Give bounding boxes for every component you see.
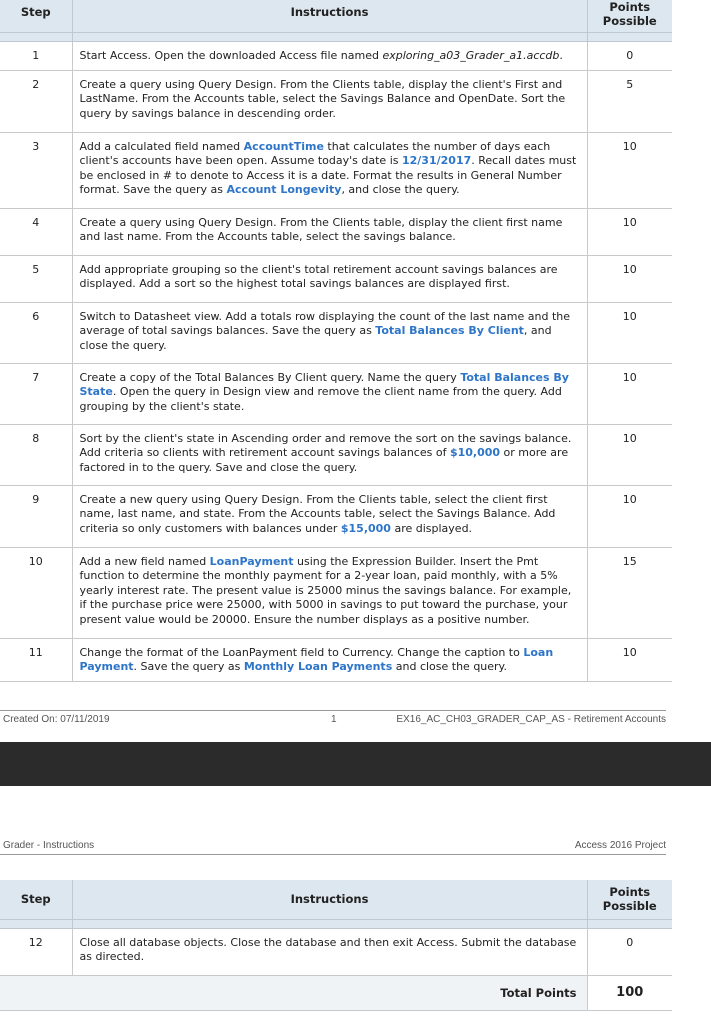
page-break: [0, 742, 711, 786]
table-row: 11 Change the format of the LoanPayment field to Currency. Change the caption to Loan Payment. Save the query as Monthly Loan Payments and close the query. 10: [0, 638, 672, 681]
table-row: 8 Sort by the client's state in Ascending order and remove the sort on the savings balance. Add criteria so clients with retirement account savings balances of $10,000 or more are factored in to the query. Save and close the query. 10: [0, 424, 672, 485]
instructions-header: Instructions: [72, 0, 587, 32]
footer-page-number: 1: [331, 714, 337, 725]
points-header: Points Possible: [587, 880, 672, 919]
header-left: Grader - Instructions: [3, 840, 95, 851]
table-row: 7 Create a copy of the Total Balances By Client query. Name the query Total Balances By State. Open the query in Design view and remove the client name from the query. Add grouping by the client's state. 10: [0, 363, 672, 424]
table-row: 1 Start Access. Open the downloaded Access file named exploring_a03_Grader_a1.accdb. 0: [0, 41, 672, 70]
points-header: Points Possible: [587, 0, 672, 32]
total-value: 100: [587, 975, 672, 1010]
header-spacer: [0, 32, 672, 41]
instructions-header: Instructions: [72, 880, 587, 919]
table-row: 4 Create a query using Query Design. From the Clients table, display the client first name and last name. From the Accounts table, select the savings balance. 10: [0, 208, 672, 255]
page-footer: [0, 710, 666, 728]
table-row: 12 Close all database objects. Close the database and then exit Access. Submit the database as directed. 0: [0, 928, 672, 975]
table-row: 3 Add a calculated field named AccountTime that calculates the number of days each client's accounts have been open. Assume today's date is 12/31/2017. Recall dates must be enclosed in # to denote to Access it is a date. Format the results in General Number format. Save the query as Account Longevity, and close the query. 10: [0, 132, 672, 208]
footer-created: Created On: 07/11/2019: [3, 714, 110, 725]
total-row: [0, 975, 672, 1010]
header-spacer: [0, 919, 672, 928]
step-header: Step: [0, 0, 72, 32]
table-header-row: [0, 880, 672, 919]
table-row: 6 Switch to Datasheet view. Add a totals row displaying the count of the last name and the average of total savings balances. Save the query as Total Balances By Client, and close the query. 10: [0, 302, 672, 363]
step-header: Step: [0, 880, 72, 919]
table-header-row: [0, 0, 672, 32]
instructions-table-2: [0, 880, 672, 1011]
table-row: 10 Add a new field named LoanPayment using the Expression Builder. Insert the Pmt function to determine the monthly payment for a 2-year loan, paid monthly, with a 5% yearly interest rate. The present value is 25000 minus the savings balance. For example, if the purchase price were 25000, with 5000 in savings to put toward the purchase, your present value would be 20000. Ensure the number displays as a positive number. 15: [0, 547, 672, 638]
footer-doc-name: EX16_AC_CH03_GRADER_CAP_AS - Retirement Accounts: [396, 714, 666, 725]
header-right: Access 2016 Project: [574, 840, 666, 851]
table-row: 9 Create a new query using Query Design. From the Clients table, select the client first name, last name, and state. From the Accounts table, select the Savings Balance. Add criteria so only customers with balances under $15,000 are displayed. 10: [0, 485, 672, 547]
table-row: 5 Add appropriate grouping so the client's total retirement account savings balances are displayed. Add a sort so the highest total savings balances are displayed first. 10: [0, 255, 672, 302]
total-label: Total Points: [0, 975, 587, 1010]
table-row: 2 Create a query using Query Design. From the Clients table, display the client's First and LastName. From the Accounts table, select the Savings Balance and OpenDate. Sort the query by savings balance in descending order. 5: [0, 70, 672, 132]
page-header: [0, 840, 666, 855]
